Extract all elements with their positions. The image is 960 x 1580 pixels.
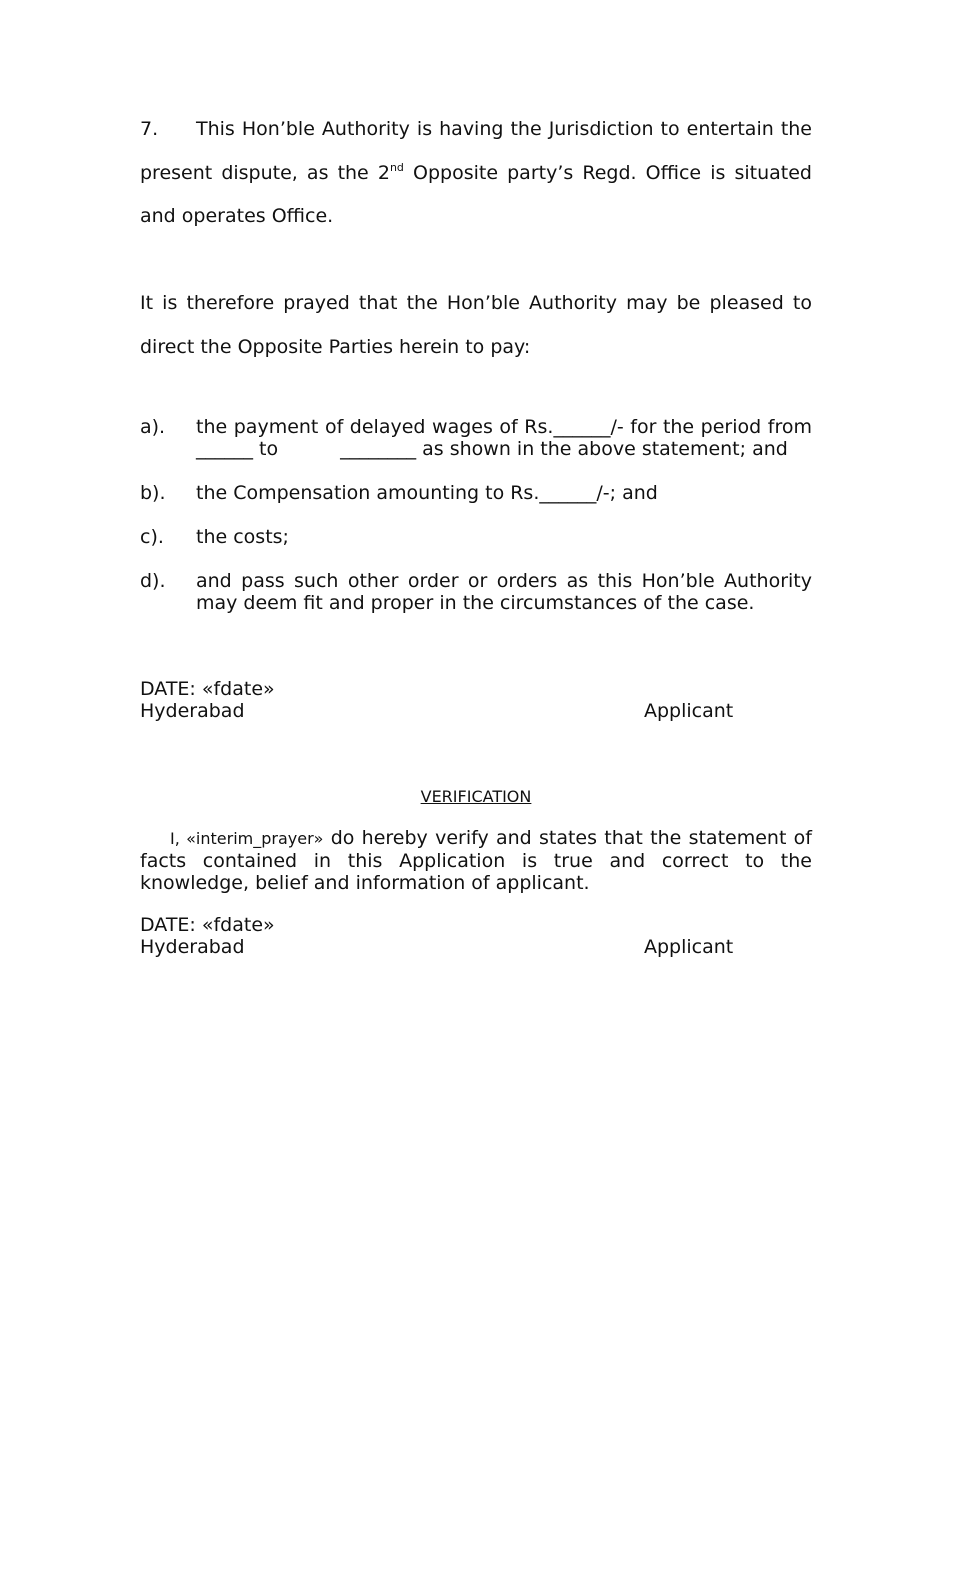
- applicant-label: Applicant: [644, 700, 734, 722]
- item-label: c).: [140, 526, 164, 548]
- item-text: [196, 416, 812, 460]
- paragraph-text: This Hon’ble Authority is having the Jurisdiction to entertain the present dispute, as the 2: [140, 118, 812, 184]
- verification-date: DATE: «fdate»: [140, 914, 275, 936]
- item-label: a).: [140, 416, 166, 438]
- prayer-item-c: [140, 526, 812, 548]
- prayer-item-b: [140, 482, 812, 504]
- prayer-item-d: [140, 570, 812, 614]
- interim-prayer-field: I, «interim_prayer»: [170, 829, 324, 848]
- verification-title: VERIFICATION: [420, 787, 532, 806]
- signature-place: Hyderabad: [140, 700, 245, 722]
- verification-place: Hyderabad: [140, 936, 245, 958]
- item-text: the costs;: [196, 526, 289, 548]
- item-text-part: ______ to: [196, 438, 279, 460]
- item-label: d).: [140, 570, 166, 592]
- item-text: the Compensation amounting to Rs.______/-; and: [196, 482, 658, 504]
- paragraph-text-continued: Opposite party’s Regd. Office is situated and operates Office.: [140, 161, 812, 227]
- verification-text: [140, 827, 812, 894]
- item-text-part: ________ as shown in the above statement; and: [340, 438, 788, 460]
- item-text: and pass such other order or orders as this Hon’ble Authority may deem fit and proper in the circumstances of the case.: [196, 570, 812, 614]
- verification-applicant-label: Applicant: [644, 936, 734, 958]
- verification-statement: do hereby verify and states that the statement of facts contained in this Application is true and correct to the knowledge, belief and information of applicant.: [140, 827, 812, 894]
- signature-date: DATE: «fdate»: [140, 678, 275, 700]
- item-label: b).: [140, 482, 166, 504]
- ordinal-suffix: nd: [389, 160, 404, 174]
- item-text-part: the payment of delayed wages of Rs.______/- for the period from: [196, 416, 812, 438]
- prayer-paragraph: It is therefore prayed that the Hon’ble Authority may be pleased to direct the Opposite Parties herein to pay:: [140, 292, 812, 358]
- paragraph-number: 7.: [140, 118, 159, 140]
- paragraph-7: [140, 108, 812, 239]
- prayer-item-a: [140, 416, 812, 460]
